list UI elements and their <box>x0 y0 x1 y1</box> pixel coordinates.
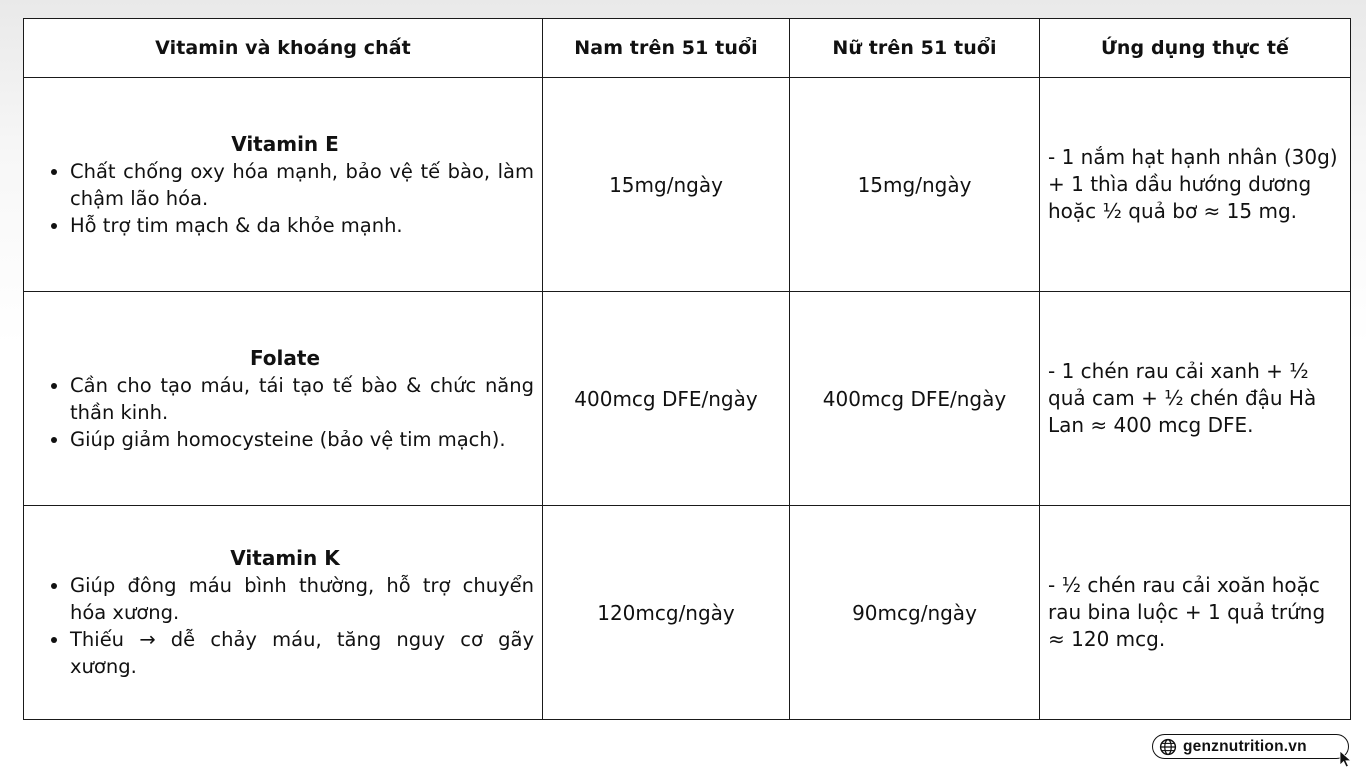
female-amount: 400mcg DFE/ngày <box>790 292 1040 506</box>
practical-use: - ½ chén rau cải xoăn hoặc rau bina luộc + 1 quả trứng ≈ 120 mcg. <box>1040 506 1351 720</box>
nutrient-cell <box>24 78 543 292</box>
table-header-row <box>24 19 1351 78</box>
practical-use: - 1 nắm hạt hạnh nhân (30g) + 1 thìa dầu hướng dương hoặc ½ quả bơ ≈ 15 mg. <box>1040 78 1351 292</box>
nutrient-point: • Hỗ trợ tim mạch & da khỏe mạnh. <box>70 212 534 239</box>
nutrient-title: Folate <box>249 345 321 370</box>
female-amount: 90mcg/ngày <box>790 506 1040 720</box>
website-badge[interactable] <box>1152 734 1349 759</box>
practical-use: - 1 chén rau cải xanh + ½ quả cam + ½ chén đậu Hà Lan ≈ 400 mcg DFE. <box>1040 292 1351 506</box>
website-url[interactable]: genznutrition.vn <box>1183 737 1307 755</box>
table-row-vitamin-e <box>24 78 1351 292</box>
nutrient-cell <box>24 506 543 720</box>
cursor-icon <box>1339 750 1353 768</box>
nutrient-point: • Giúp đông máu bình thường, hỗ trợ chuyển hóa xương. <box>70 572 534 626</box>
male-amount: 120mcg/ngày <box>543 506 790 720</box>
globe-icon <box>1159 738 1177 756</box>
nutrient-points <box>36 372 534 453</box>
table-row-folate <box>24 292 1351 506</box>
nutrition-table <box>23 18 1351 720</box>
nutrient-title: Vitamin K <box>230 546 340 570</box>
male-amount: 15mg/ngày <box>543 78 790 292</box>
nutrient-points <box>36 572 534 680</box>
female-amount: 15mg/ngày <box>790 78 1040 292</box>
nutrition-table-container <box>23 18 1350 720</box>
nutrient-point: • Chất chống oxy hóa mạnh, bảo vệ tế bào, làm chậm lão hóa. <box>70 158 534 212</box>
nutrient-point: • Cần cho tạo máu, tái tạo tế bào & chức năng thần kinh. <box>70 372 534 426</box>
nutrient-point: • Thiếu → dễ chảy máu, tăng nguy cơ gãy xương. <box>70 626 534 680</box>
header-practical-use: Ứng dụng thực tế <box>1040 19 1351 78</box>
nutrient-cell <box>24 292 543 506</box>
nutrient-title: Vitamin E <box>231 131 339 156</box>
nutrient-point: • Giúp giảm homocysteine (bảo vệ tim mạch). <box>70 426 534 453</box>
header-male-over-51: Nam trên 51 tuổi <box>543 19 790 78</box>
header-female-over-51: Nữ trên 51 tuổi <box>790 19 1040 78</box>
table-row-vitamin-k <box>24 506 1351 720</box>
header-nutrient: Vitamin và khoáng chất <box>24 19 543 78</box>
male-amount: 400mcg DFE/ngày <box>543 292 790 506</box>
nutrient-points <box>36 158 534 239</box>
